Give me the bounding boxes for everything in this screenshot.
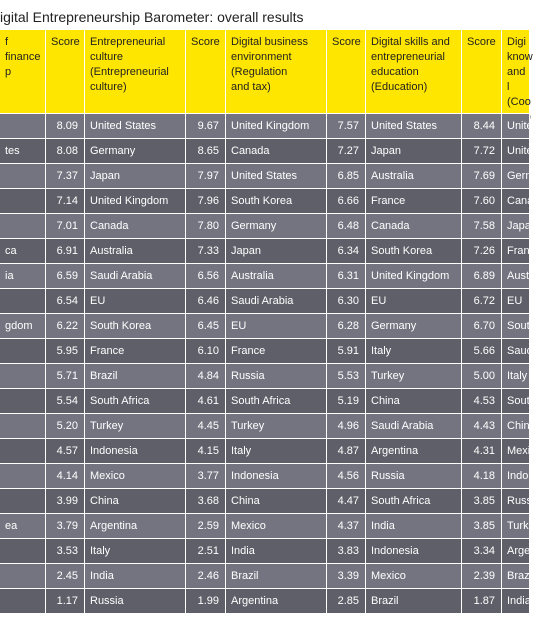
header-score-environment: Score [327,30,366,113]
country-cell: China [226,489,327,513]
score-cell: 6.72 [462,289,502,313]
country-cell: Italy [85,539,186,563]
country-cell: Saud [502,339,530,363]
country-cell: Mexico [366,564,462,588]
table-row [0,489,535,513]
country-cell: Turkey [85,414,186,438]
results-table [0,30,536,614]
score-cell: 8.08 [46,139,85,163]
country-cell [0,114,46,138]
score-cell: 3.77 [186,464,226,488]
country-cell: Russia [366,464,462,488]
score-cell: 5.00 [462,364,502,388]
score-cell: 7.26 [462,239,502,263]
country-cell: Austr [502,264,530,288]
country-cell: tes [0,139,46,163]
country-cell [0,589,46,613]
score-cell: 4.47 [327,489,366,513]
country-cell: China [502,414,530,438]
country-cell: Indon [502,464,530,488]
country-cell: Turke [502,514,530,538]
score-cell: 4.15 [186,439,226,463]
score-cell: 7.97 [186,164,226,188]
score-cell: 4.18 [462,464,502,488]
country-cell: Turkey [366,364,462,388]
score-cell: 5.54 [46,389,85,413]
table-header [0,30,533,113]
table-row [0,164,535,188]
score-cell: 7.69 [462,164,502,188]
score-cell: 7.14 [46,189,85,213]
table-row [0,389,536,413]
country-cell: Argentina [366,439,462,463]
header-entrepreneurial-culture: Entrepreneurial culture (Entrepreneurial culture) [85,30,186,113]
country-cell: South Korea [226,189,327,213]
score-cell: 3.34 [462,539,502,563]
score-cell: 6.45 [186,314,226,338]
score-cell: 7.01 [46,214,85,238]
score-cell: 7.37 [46,164,85,188]
country-cell [0,389,46,413]
country-cell [0,189,46,213]
country-cell: Brazi [502,564,530,588]
table-row [0,339,533,363]
country-cell: Indonesia [366,539,462,563]
country-cell: India [502,589,530,613]
header-score-finance: Score [46,30,85,113]
header-partial-col-right: Digi know and l (Coo [502,30,530,113]
country-cell: ca [0,239,46,263]
country-cell: Saudi Arabia [85,264,186,288]
country-cell: Germany [85,139,186,163]
country-cell: EU [502,289,530,313]
country-cell: Mexico [85,464,186,488]
country-cell: EU [85,289,186,313]
country-cell: Arge [502,539,530,563]
score-cell: 3.68 [186,489,226,513]
country-cell: Canada [226,139,327,163]
country-cell: Italy [226,439,327,463]
table-row [0,264,533,288]
score-cell: 7.58 [462,214,502,238]
table-row [0,439,536,463]
country-cell: Japan [85,164,186,188]
country-cell: Saudi Arabia [226,289,327,313]
score-cell: 5.95 [46,339,85,363]
score-cell: 6.85 [327,164,366,188]
country-cell [0,414,46,438]
score-cell: 4.61 [186,389,226,413]
country-cell: Canada [85,214,186,238]
country-cell: Japan [366,139,462,163]
score-cell: 1.17 [46,589,85,613]
country-cell: South Africa [85,389,186,413]
country-cell: Japan [226,239,327,263]
header-digital-skills-education: Digital skills and entrepreneurial education (Education) [366,30,462,113]
table-row [0,564,533,588]
country-cell: United Kingdom [226,114,327,138]
score-cell: 6.31 [327,264,366,288]
score-cell: 2.39 [462,564,502,588]
score-cell: 6.10 [186,339,226,363]
country-cell: China [85,489,186,513]
score-cell: 3.39 [327,564,366,588]
country-cell: Mexic [502,439,530,463]
score-cell: 2.85 [327,589,366,613]
country-cell: gdom [0,314,46,338]
score-cell: 3.99 [46,489,85,513]
table-row [0,214,530,238]
country-cell [0,214,46,238]
score-cell: 4.96 [327,414,366,438]
country-cell: United Kingdom [366,264,462,288]
country-cell [0,564,46,588]
country-cell: Germany [226,214,327,238]
score-cell: 5.19 [327,389,366,413]
country-cell: Italy [502,364,530,388]
table-row [0,189,534,213]
score-cell: 8.65 [186,139,226,163]
score-cell: 3.85 [462,489,502,513]
country-cell: Japa [502,214,530,238]
country-cell [0,339,46,363]
country-cell: Mexico [226,514,327,538]
score-cell: 4.31 [462,439,502,463]
country-cell: India [85,564,186,588]
table-row [0,539,530,563]
score-cell: 7.72 [462,139,502,163]
country-cell: Cana [502,189,530,213]
score-cell: 6.28 [327,314,366,338]
country-cell [0,539,46,563]
country-cell: United Kingdom [85,189,186,213]
table-row [0,464,535,488]
country-cell: United States [226,164,327,188]
score-cell: 8.09 [46,114,85,138]
country-cell [0,464,46,488]
table-row [0,314,536,338]
country-cell: China [366,389,462,413]
score-cell: 7.96 [186,189,226,213]
score-cell: 7.33 [186,239,226,263]
country-cell: ia [0,264,46,288]
score-cell: 7.27 [327,139,366,163]
country-cell: South Africa [226,389,327,413]
country-cell: Franc [502,239,530,263]
country-cell: ea [0,514,46,538]
score-cell: 6.59 [46,264,85,288]
score-cell: 6.91 [46,239,85,263]
country-cell [0,439,46,463]
score-cell: 6.66 [327,189,366,213]
score-cell: 4.87 [327,439,366,463]
table-row [0,589,530,613]
country-cell: Argentina [226,589,327,613]
score-cell: 4.45 [186,414,226,438]
country-cell: Unite [502,114,530,138]
country-cell: South [502,389,530,413]
country-cell: South [502,314,530,338]
country-cell [0,289,46,313]
score-cell: 2.45 [46,564,85,588]
country-cell [0,489,46,513]
country-cell: Argentina [85,514,186,538]
score-cell: 6.46 [186,289,226,313]
score-cell: 4.43 [462,414,502,438]
table-row [0,114,533,138]
table-row [0,364,530,388]
score-cell: 5.91 [327,339,366,363]
country-cell: United States [85,114,186,138]
country-cell: Russia [85,589,186,613]
score-cell: 5.66 [462,339,502,363]
score-cell: 6.22 [46,314,85,338]
country-cell: Saudi Arabia [366,414,462,438]
country-cell: Brazil [226,564,327,588]
score-cell: 7.57 [327,114,366,138]
score-cell: 4.57 [46,439,85,463]
country-cell: United States [366,114,462,138]
country-cell: Unite [502,139,530,163]
country-cell: Indonesia [85,439,186,463]
score-cell: 6.70 [462,314,502,338]
header-score-culture: Score [186,30,226,113]
country-cell: South Korea [366,239,462,263]
score-cell: 4.84 [186,364,226,388]
country-cell: Australia [366,164,462,188]
country-cell: Australia [85,239,186,263]
score-cell: 3.83 [327,539,366,563]
table-row [0,139,533,163]
header-partial-col: f finance p [0,30,46,113]
country-cell: France [366,189,462,213]
score-cell: 3.85 [462,514,502,538]
country-cell: France [85,339,186,363]
score-cell: 4.37 [327,514,366,538]
score-cell: 5.53 [327,364,366,388]
country-cell: Brazil [366,589,462,613]
score-cell: 3.53 [46,539,85,563]
score-cell: 3.79 [46,514,85,538]
score-cell: 2.59 [186,514,226,538]
score-cell: 9.67 [186,114,226,138]
table-row [0,514,535,538]
score-cell: 7.60 [462,189,502,213]
score-cell: 2.46 [186,564,226,588]
score-cell: 6.34 [327,239,366,263]
score-cell: 4.56 [327,464,366,488]
country-cell: Russia [226,364,327,388]
country-cell: Russi [502,489,530,513]
score-cell: 1.99 [186,589,226,613]
score-cell: 8.44 [462,114,502,138]
country-cell: South Africa [366,489,462,513]
table-row [0,414,536,438]
country-cell: South Korea [85,314,186,338]
score-cell: 6.48 [327,214,366,238]
score-cell: 7.80 [186,214,226,238]
country-cell: Germany [366,314,462,338]
page-title: igital Entrepreneurship Barometer: overall results [0,9,304,25]
score-cell: 2.51 [186,539,226,563]
country-cell: France [226,339,327,363]
score-cell: 5.71 [46,364,85,388]
score-cell: 6.30 [327,289,366,313]
score-cell: 6.54 [46,289,85,313]
country-cell: India [226,539,327,563]
score-cell: 6.56 [186,264,226,288]
table-row [0,289,530,313]
header-digital-business-environment: Digital business environment (Regulation and tax) [226,30,327,113]
country-cell [0,164,46,188]
country-cell: Germ [502,164,530,188]
country-cell: Italy [366,339,462,363]
country-cell: India [366,514,462,538]
header-score-education: Score [462,30,502,113]
country-cell: Turkey [226,414,327,438]
country-cell: Brazil [85,364,186,388]
country-cell: Indonesia [226,464,327,488]
country-cell: EU [366,289,462,313]
table-row [0,239,536,263]
score-cell: 4.53 [462,389,502,413]
score-cell: 1.87 [462,589,502,613]
country-cell: Canada [366,214,462,238]
score-cell: 4.14 [46,464,85,488]
score-cell: 6.89 [462,264,502,288]
country-cell: EU [226,314,327,338]
score-cell: 5.20 [46,414,85,438]
country-cell: Australia [226,264,327,288]
country-cell [0,364,46,388]
